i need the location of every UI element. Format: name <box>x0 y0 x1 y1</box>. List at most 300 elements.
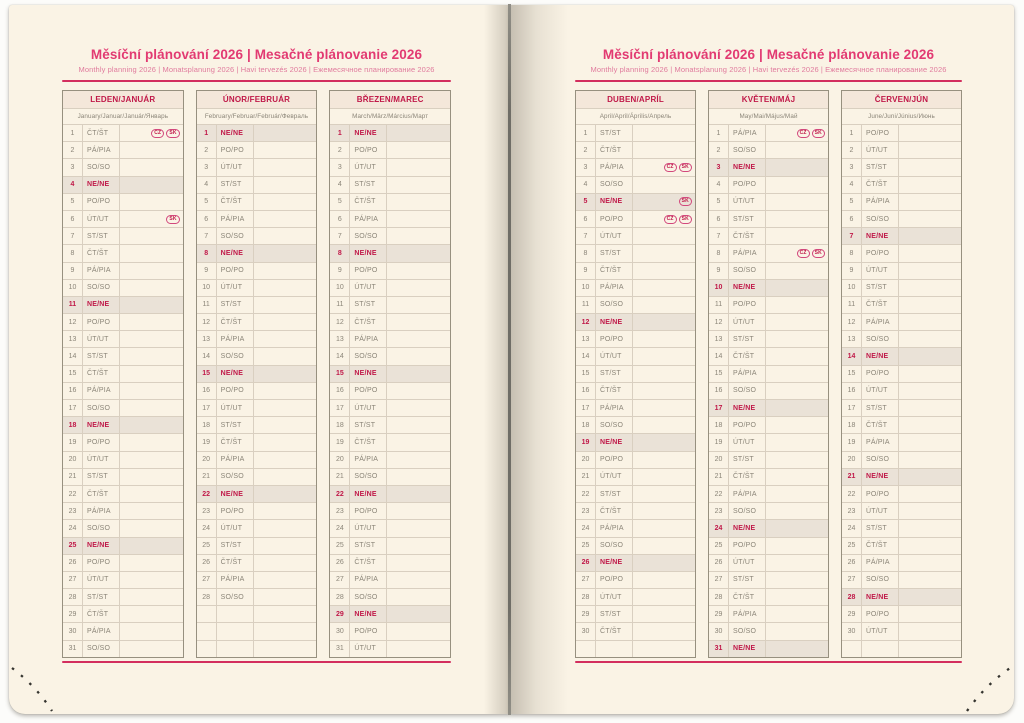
notes-cell <box>387 194 450 210</box>
month-header: LEDEN/JANUÁR <box>63 91 183 109</box>
day-row <box>576 520 695 537</box>
notes-cell <box>766 623 828 639</box>
day-row <box>709 331 828 348</box>
notes-cell <box>120 159 183 175</box>
day-name: ÚT/UT <box>217 400 254 416</box>
notes-cell <box>633 280 695 296</box>
day-name: PO/PO <box>596 452 633 468</box>
day-row <box>63 194 183 211</box>
day-number: 23 <box>330 503 350 519</box>
day-number: 28 <box>709 589 729 605</box>
day-number: 23 <box>842 503 862 519</box>
day-row <box>576 469 695 486</box>
day-name: PO/PO <box>83 555 120 571</box>
day-number: 24 <box>197 520 217 536</box>
day-name: SO/SO <box>862 331 899 347</box>
day-number: 2 <box>330 142 350 158</box>
day-row <box>63 572 183 589</box>
day-number: 29 <box>842 606 862 622</box>
holiday-badge-sk: SK <box>679 215 692 224</box>
day-name: ST/ST <box>596 366 633 382</box>
day-row <box>842 486 961 503</box>
notes-cell <box>633 606 695 622</box>
day-name: NE/NE <box>862 228 899 244</box>
day-row <box>197 417 317 434</box>
holiday-badge-sk: SK <box>679 197 692 206</box>
day-name: ST/ST <box>729 572 766 588</box>
day-name: NE/NE <box>350 245 387 261</box>
day-number: 28 <box>576 589 596 605</box>
day-row <box>576 383 695 400</box>
day-name: ÚT/UT <box>350 159 387 175</box>
day-row <box>842 555 961 572</box>
notes-cell <box>387 417 450 433</box>
month-rows <box>197 125 317 657</box>
day-name: SO/SO <box>217 348 254 364</box>
day-row <box>709 263 828 280</box>
day-name: ST/ST <box>217 297 254 313</box>
day-row <box>709 194 828 211</box>
notes-cell <box>899 159 961 175</box>
notes-cell <box>633 400 695 416</box>
day-number: 27 <box>576 572 596 588</box>
notes-cell <box>254 297 317 313</box>
notes-cell <box>899 263 961 279</box>
day-row <box>330 297 450 314</box>
notes-cell <box>120 263 183 279</box>
holiday-badge-cz: CZ <box>664 163 677 172</box>
notes-cell <box>254 572 317 588</box>
day-name: PO/PO <box>217 263 254 279</box>
notes-cell <box>254 280 317 296</box>
day-name: NE/NE <box>350 366 387 382</box>
day-number: 22 <box>63 486 83 502</box>
day-row <box>330 280 450 297</box>
notes-cell <box>633 194 695 210</box>
day-number: 3 <box>197 159 217 175</box>
spine <box>508 4 511 715</box>
day-number: 30 <box>709 623 729 639</box>
day-row <box>330 314 450 331</box>
stitching-arc-left <box>8 664 56 714</box>
notes-cell <box>120 194 183 210</box>
day-number: 20 <box>63 452 83 468</box>
day-number: 14 <box>709 348 729 364</box>
day-name: PÁ/PIA <box>83 383 120 399</box>
day-number: 13 <box>576 331 596 347</box>
day-number: 26 <box>842 555 862 571</box>
day-name: PÁ/PIA <box>729 486 766 502</box>
day-number: 18 <box>842 417 862 433</box>
day-number: 2 <box>576 142 596 158</box>
notes-cell <box>766 503 828 519</box>
notes-cell <box>120 125 183 141</box>
day-name: ST/ST <box>596 606 633 622</box>
day-number: 16 <box>330 383 350 399</box>
day-row <box>709 555 828 572</box>
month-header: DUBEN/APRÍL <box>576 91 695 109</box>
day-row <box>63 142 183 159</box>
day-name: ČT/ŠT <box>729 469 766 485</box>
notes-cell <box>633 366 695 382</box>
notes-cell <box>899 417 961 433</box>
notes-cell <box>254 641 317 657</box>
day-number: 1 <box>842 125 862 141</box>
notes-cell <box>633 572 695 588</box>
day-row <box>63 211 183 228</box>
day-row <box>63 263 183 280</box>
notes-cell <box>387 159 450 175</box>
day-number: 22 <box>709 486 729 502</box>
day-row <box>197 228 317 245</box>
day-number: 16 <box>63 383 83 399</box>
day-number: 4 <box>63 177 83 193</box>
day-name: PÁ/PIA <box>596 159 633 175</box>
day-number: 14 <box>330 348 350 364</box>
day-name: NE/NE <box>350 125 387 141</box>
notes-cell <box>254 520 317 536</box>
months-grid-right <box>575 90 962 658</box>
notes-cell <box>120 280 183 296</box>
holiday-badge-cz: CZ <box>664 215 677 224</box>
notes-cell <box>633 503 695 519</box>
day-number: 3 <box>330 159 350 175</box>
day-name: ČT/ŠT <box>729 348 766 364</box>
day-row <box>576 211 695 228</box>
day-number: 11 <box>576 297 596 313</box>
day-row <box>576 589 695 606</box>
day-name: SO/SO <box>217 228 254 244</box>
day-name: ČT/ŠT <box>596 263 633 279</box>
day-number: 6 <box>63 211 83 227</box>
day-number: 19 <box>330 434 350 450</box>
stitching-arc-right <box>962 662 1014 714</box>
day-name: NE/NE <box>729 400 766 416</box>
day-name <box>217 606 254 622</box>
day-number: 17 <box>576 400 596 416</box>
day-number: 25 <box>197 538 217 554</box>
day-number: 5 <box>197 194 217 210</box>
day-row <box>330 383 450 400</box>
day-name: ČT/ŠT <box>729 589 766 605</box>
day-number: 26 <box>63 555 83 571</box>
notes-cell <box>633 641 695 657</box>
day-row <box>63 623 183 640</box>
day-row <box>576 142 695 159</box>
notes-cell <box>899 469 961 485</box>
notes-cell <box>120 486 183 502</box>
notes-cell <box>254 606 317 622</box>
notes-cell <box>254 177 317 193</box>
notes-cell <box>120 366 183 382</box>
day-row <box>709 297 828 314</box>
day-row <box>330 177 450 194</box>
day-number <box>576 641 596 657</box>
day-name: PÁ/PIA <box>83 623 120 639</box>
day-number: 4 <box>330 177 350 193</box>
day-number: 1 <box>709 125 729 141</box>
notes-cell <box>766 400 828 416</box>
day-row <box>842 452 961 469</box>
notes-cell <box>766 142 828 158</box>
day-name: NE/NE <box>83 417 120 433</box>
day-name: ÚT/UT <box>83 331 120 347</box>
notes-cell <box>387 177 450 193</box>
day-name: ST/ST <box>596 486 633 502</box>
notes-cell <box>254 142 317 158</box>
day-row <box>330 159 450 176</box>
day-row <box>197 469 317 486</box>
day-name: PÁ/PIA <box>596 400 633 416</box>
notes-cell <box>766 297 828 313</box>
day-name: ÚT/UT <box>217 520 254 536</box>
day-row <box>842 125 961 142</box>
month-rows <box>63 125 183 657</box>
day-row <box>330 606 450 623</box>
month-column-kveten-maj <box>708 90 829 658</box>
notes-cell <box>899 538 961 554</box>
day-number: 6 <box>709 211 729 227</box>
month-rows <box>330 125 450 657</box>
day-row <box>709 245 828 262</box>
notes-cell <box>899 400 961 416</box>
day-name: ST/ST <box>350 538 387 554</box>
title-underline <box>575 80 962 82</box>
notes-cell <box>254 503 317 519</box>
day-row <box>197 348 317 365</box>
notes-cell <box>899 245 961 261</box>
notes-cell <box>766 314 828 330</box>
day-row <box>330 142 450 159</box>
notes-cell <box>899 194 961 210</box>
notes-cell <box>899 297 961 313</box>
day-number: 10 <box>709 280 729 296</box>
day-name: SO/SO <box>83 400 120 416</box>
notes-cell <box>766 125 828 141</box>
day-name: ČT/ŠT <box>217 194 254 210</box>
day-row <box>842 314 961 331</box>
day-row <box>709 348 828 365</box>
notes-cell <box>633 623 695 639</box>
notes-cell <box>766 434 828 450</box>
notes-cell <box>899 125 961 141</box>
day-row <box>576 555 695 572</box>
day-row <box>63 417 183 434</box>
day-row <box>842 348 961 365</box>
notes-cell <box>899 280 961 296</box>
day-number: 15 <box>197 366 217 382</box>
day-name: SO/SO <box>350 589 387 605</box>
day-row <box>63 331 183 348</box>
day-row <box>576 245 695 262</box>
notes-cell <box>120 503 183 519</box>
day-row <box>63 400 183 417</box>
month-rows <box>842 125 961 657</box>
day-row <box>197 177 317 194</box>
notes-cell <box>899 503 961 519</box>
notes-cell <box>766 572 828 588</box>
notes-cell <box>633 177 695 193</box>
notes-cell <box>387 641 450 657</box>
day-number: 12 <box>330 314 350 330</box>
day-number: 8 <box>709 245 729 261</box>
day-number: 23 <box>709 503 729 519</box>
day-number: 27 <box>330 572 350 588</box>
day-name: ÚT/UT <box>862 383 899 399</box>
day-row <box>197 452 317 469</box>
day-row <box>709 142 828 159</box>
day-name: ST/ST <box>217 538 254 554</box>
notes-cell <box>387 555 450 571</box>
day-number: 15 <box>842 366 862 382</box>
notes-cell <box>633 434 695 450</box>
day-row <box>576 623 695 640</box>
day-name: PÁ/PIA <box>83 503 120 519</box>
notes-cell <box>633 538 695 554</box>
day-number <box>842 641 862 657</box>
day-name: PO/PO <box>729 538 766 554</box>
day-row <box>709 159 828 176</box>
day-row <box>842 520 961 537</box>
notes-cell <box>254 417 317 433</box>
day-name: ÚT/UT <box>83 572 120 588</box>
month-subtitle: May/Mai/Május/Май <box>709 109 828 125</box>
day-name: NE/NE <box>596 555 633 571</box>
day-number: 5 <box>330 194 350 210</box>
holiday-badge-sk: SK <box>679 163 692 172</box>
day-name: NE/NE <box>729 520 766 536</box>
notes-cell <box>254 623 317 639</box>
notes-cell <box>387 263 450 279</box>
day-row <box>576 125 695 142</box>
notes-cell <box>766 589 828 605</box>
notes-cell <box>633 555 695 571</box>
day-name: ÚT/UT <box>350 641 387 657</box>
day-row <box>576 538 695 555</box>
day-number: 8 <box>576 245 596 261</box>
day-number: 7 <box>63 228 83 244</box>
notes-cell <box>766 555 828 571</box>
day-number: 20 <box>842 452 862 468</box>
day-row <box>330 641 450 657</box>
day-row <box>842 538 961 555</box>
notes-cell <box>766 486 828 502</box>
day-number: 27 <box>709 572 729 588</box>
day-number: 21 <box>197 469 217 485</box>
notes-cell <box>766 263 828 279</box>
holiday-badge-cz: CZ <box>797 249 810 258</box>
notes-cell <box>387 314 450 330</box>
day-row <box>842 503 961 520</box>
day-name: SO/SO <box>729 263 766 279</box>
notes-cell <box>387 486 450 502</box>
day-number: 13 <box>330 331 350 347</box>
day-number: 21 <box>330 469 350 485</box>
notes-cell <box>387 125 450 141</box>
day-row <box>330 228 450 245</box>
day-name: ČT/ŠT <box>596 623 633 639</box>
month-column-brezen-marec <box>329 90 451 658</box>
day-number: 8 <box>63 245 83 261</box>
day-name: NE/NE <box>83 538 120 554</box>
day-row <box>63 486 183 503</box>
day-number: 20 <box>197 452 217 468</box>
notes-cell <box>387 606 450 622</box>
notes-cell <box>633 228 695 244</box>
notes-cell <box>387 572 450 588</box>
day-number: 18 <box>330 417 350 433</box>
day-name: ČT/ŠT <box>83 245 120 261</box>
notes-cell <box>899 486 961 502</box>
day-name: ST/ST <box>350 297 387 313</box>
notes-cell <box>766 177 828 193</box>
day-row <box>709 314 828 331</box>
day-row <box>842 589 961 606</box>
day-name: NE/NE <box>596 314 633 330</box>
day-number: 19 <box>709 434 729 450</box>
day-name: ÚT/UT <box>83 211 120 227</box>
holiday-badge-sk: SK <box>166 215 179 224</box>
day-row <box>842 434 961 451</box>
day-name: ST/ST <box>729 452 766 468</box>
day-name: ÚT/UT <box>350 400 387 416</box>
day-row <box>842 400 961 417</box>
day-row <box>709 125 828 142</box>
day-name: ST/ST <box>862 400 899 416</box>
day-number: 6 <box>197 211 217 227</box>
day-row <box>330 589 450 606</box>
notes-cell <box>387 469 450 485</box>
day-name: PO/PO <box>350 383 387 399</box>
day-number: 21 <box>63 469 83 485</box>
day-number: 15 <box>63 366 83 382</box>
notes-cell <box>633 589 695 605</box>
day-number: 3 <box>709 159 729 175</box>
day-row <box>63 469 183 486</box>
notes-cell <box>254 383 317 399</box>
day-row <box>842 606 961 623</box>
day-name: PO/PO <box>862 125 899 141</box>
day-number: 12 <box>709 314 729 330</box>
day-name: PÁ/PIA <box>350 572 387 588</box>
day-name: ČT/ŠT <box>83 366 120 382</box>
notes-cell <box>899 348 961 364</box>
day-name: ÚT/UT <box>729 194 766 210</box>
notes-cell <box>899 589 961 605</box>
day-name: ČT/ŠT <box>862 177 899 193</box>
day-name: ČT/ŠT <box>596 383 633 399</box>
day-number: 4 <box>197 177 217 193</box>
day-number: 22 <box>576 486 596 502</box>
day-number: 19 <box>197 434 217 450</box>
day-number: 15 <box>709 366 729 382</box>
day-row <box>197 555 317 572</box>
day-number: 1 <box>576 125 596 141</box>
day-name: SO/SO <box>862 452 899 468</box>
day-row <box>197 589 317 606</box>
notes-cell <box>899 572 961 588</box>
day-row <box>197 520 317 537</box>
title-underline <box>62 80 451 82</box>
month-column-cerven-jun <box>841 90 962 658</box>
month-subtitle: March/März/Március/Март <box>330 109 450 125</box>
day-number: 17 <box>709 400 729 416</box>
day-name: ČT/ŠT <box>350 314 387 330</box>
day-row <box>330 572 450 589</box>
day-row <box>330 366 450 383</box>
day-number: 2 <box>197 142 217 158</box>
notes-cell <box>120 589 183 605</box>
